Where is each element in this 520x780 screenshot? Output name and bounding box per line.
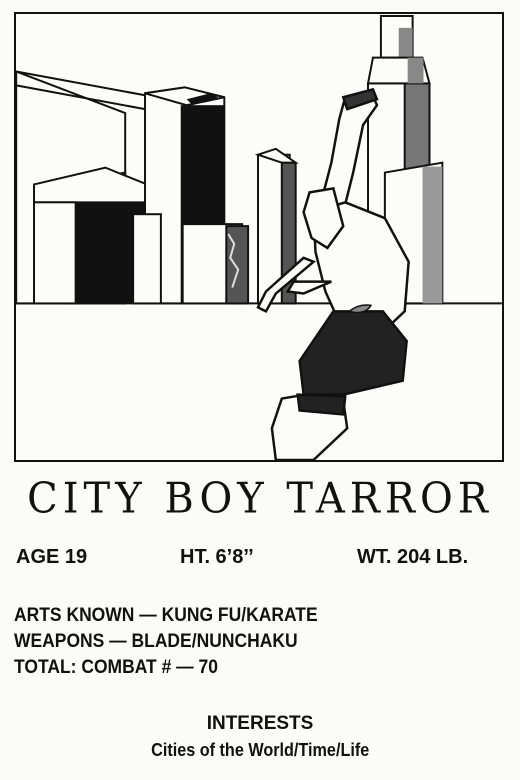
interests-value bbox=[0, 740, 520, 761]
combat-details bbox=[14, 603, 344, 681]
height-stat: HT. 6’8’’ bbox=[180, 546, 254, 568]
combat-total-line: TOTAL: COMBAT # — 70 bbox=[14, 657, 218, 678]
interests-heading: INTERESTS bbox=[206, 713, 314, 734]
interests-text: Cities of the World/Time/Life bbox=[150, 740, 370, 760]
city-skyline-icon bbox=[16, 14, 502, 460]
character-name-title: CITY BOY TARROR bbox=[27, 474, 493, 524]
age-stat: AGE 19 bbox=[16, 546, 88, 568]
stats-row bbox=[0, 546, 520, 578]
arts-known-line: ARTS KNOWN — KUNG FU/KARATE bbox=[14, 605, 318, 626]
character-illustration bbox=[14, 12, 504, 462]
weapons-line: WEAPONS — BLADE/NUNCHAKU bbox=[14, 631, 298, 652]
weight-stat: WT. 204 LB. bbox=[357, 546, 469, 568]
